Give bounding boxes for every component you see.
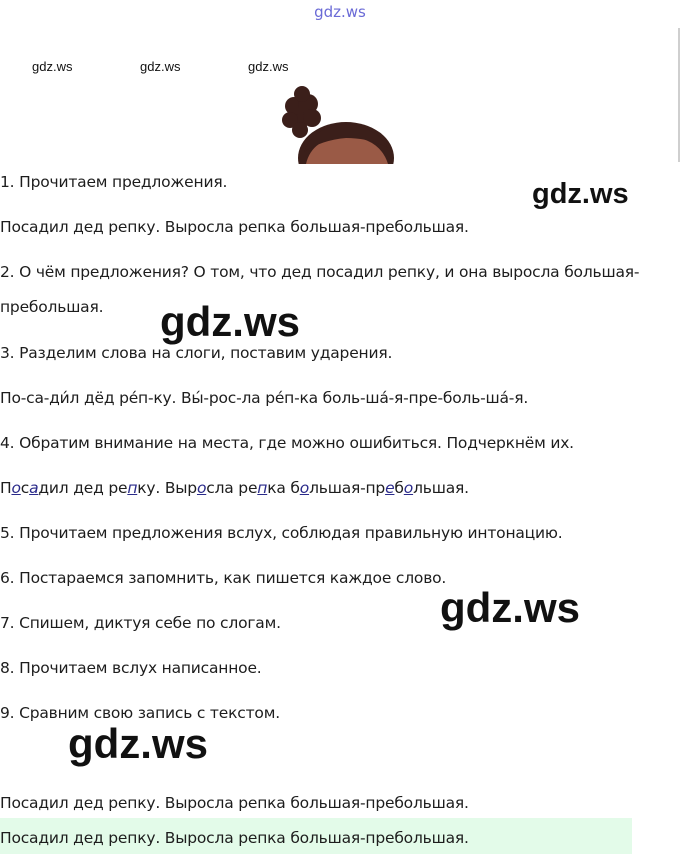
watermark: gdz.ws bbox=[68, 720, 209, 767]
text-part: ку. Выр bbox=[137, 479, 197, 497]
nav-bar bbox=[0, 59, 680, 77]
text-part: с bbox=[20, 479, 30, 497]
underlined-letter: о bbox=[299, 479, 310, 497]
step-7: 7. Спишем, диктуя себе по слогам. bbox=[0, 614, 281, 632]
underlined-letter: п bbox=[127, 479, 138, 497]
text-part: дил дед ре bbox=[38, 479, 128, 497]
underlined-letter: о bbox=[403, 479, 414, 497]
underlined-letter: о bbox=[11, 479, 21, 497]
marked-sentence bbox=[0, 478, 469, 498]
text-part: сла ре bbox=[206, 479, 258, 497]
step-8: 8. Прочитаем вслух написанное. bbox=[0, 659, 262, 677]
watermark: gdz.ws bbox=[160, 298, 301, 345]
watermark: gdz.ws bbox=[440, 584, 581, 631]
girl-illustration bbox=[270, 86, 400, 164]
underlined-letter: е bbox=[385, 479, 395, 497]
step-4: 4. Обратим внимание на места, где можно ошибиться. Подчеркнём их. bbox=[0, 434, 574, 452]
step-5: 5. Прочитаем предложения вслух, соблюдая правильную интонацию. bbox=[0, 524, 563, 542]
highlighted-answer-text: Посадил дед репку. Выросла репка большая-пребольшая. bbox=[0, 829, 469, 847]
text-part: льшая. bbox=[413, 479, 469, 497]
text-part: ка б bbox=[267, 479, 300, 497]
text-part: П bbox=[0, 479, 12, 497]
underlined-letter: о bbox=[196, 479, 207, 497]
text-part: б bbox=[394, 479, 404, 497]
watermark: gdz.ws bbox=[532, 178, 629, 210]
step-3: 3. Разделим слова на слоги, поставим ударения. bbox=[0, 344, 393, 362]
step-9: 9. Сравним свою запись с текстом. bbox=[0, 704, 280, 722]
nav-link-2[interactable]: gdz.ws bbox=[140, 59, 181, 74]
source-sentence: Посадил дед репку. Выросла репка большая-пребольшая. bbox=[0, 218, 469, 236]
step-6: 6. Постараемся запомнить, как пишется каждое слово. bbox=[0, 569, 447, 587]
syllables-line: По-са-ди́л дёд ре́п-ку. Вы́-рос-ла ре́п-ка боль-ша́-я-пре-боль-ша́-я. bbox=[0, 389, 529, 407]
underlined-letter: а bbox=[29, 479, 39, 497]
step-2-line-1: 2. О чём предложения? О том, что дед посадил репку, и она выросла большая- bbox=[0, 263, 640, 281]
step-1: 1. Прочитаем предложения. bbox=[0, 173, 228, 191]
site-link[interactable]: gdz.ws bbox=[314, 3, 366, 21]
result-line: Посадил дед репку. Выросла репка большая-пребольшая. bbox=[0, 794, 469, 812]
nav-link-3[interactable]: gdz.ws bbox=[248, 59, 289, 74]
nav-link-1[interactable]: gdz.ws bbox=[32, 59, 73, 74]
step-2-line-2: пребольшая. bbox=[0, 298, 104, 316]
text-part: льшая-пр bbox=[309, 479, 386, 497]
underlined-letter: п bbox=[257, 479, 268, 497]
